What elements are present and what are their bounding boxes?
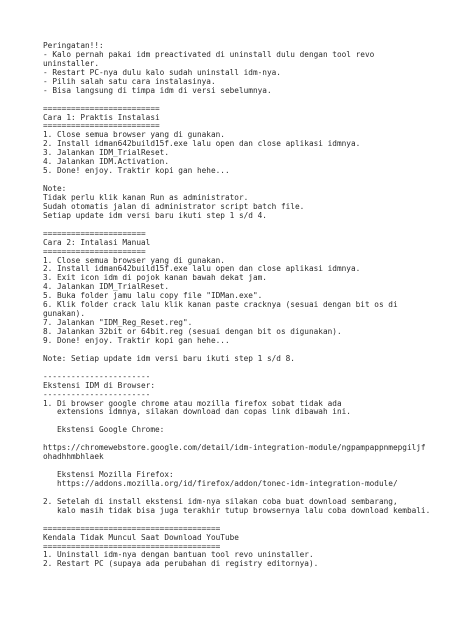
document-line: 2. Install idman642build15f.exe lalu open dan close aplikasi idmnya. xyxy=(43,264,361,274)
document-line: 1. Uninstall idm-nya dengan bantuan tool revo uninstaller. xyxy=(43,550,314,560)
document-line: ----------------------- xyxy=(43,389,151,399)
document-line: 5. Buka folder jamu lalu copy file "IDMan.exe". xyxy=(43,291,263,301)
document-line: ====================================== xyxy=(43,541,221,551)
document-text xyxy=(43,42,468,569)
document-line: ====================== xyxy=(43,228,146,238)
document-line: kalo masih tidak bisa juga terakhir tutup browsernya lalu coba download kembali. xyxy=(43,505,431,515)
document-line: Setiap update idm versi baru ikuti step 1 s/d 4. xyxy=(43,210,267,220)
document-line xyxy=(43,176,468,185)
document-line: Note: Setiap update idm versi baru ikuti step 1 s/d 8. xyxy=(43,353,295,363)
document-line: https://chromewebstore.google.com/detail/idm-integration-module/ngpampappnmepgiljf xyxy=(43,443,426,453)
document-line: 4. Jalankan IDM_TrialReset. xyxy=(43,282,169,292)
document-line: 3. Exit icon idm di pojok kanan bawah dekat jam. xyxy=(43,273,267,283)
document-line: ohadhhmbhlaek xyxy=(43,452,104,462)
document-line: gunakan). xyxy=(43,309,85,319)
document-line: ========================= xyxy=(43,121,160,131)
document-line: 6. Klik folder crack lalu klik kanan paste cracknya (sesuai dengan bit os di xyxy=(43,300,398,310)
document-line: ====================================== xyxy=(43,523,221,533)
document-line: - Restart PC-nya dulu kalo sudah uninstall idm-nya. xyxy=(43,67,281,77)
document-line: ====================== xyxy=(43,246,146,256)
document-line: 1. Close semua browser yang di gunakan. xyxy=(43,130,225,140)
document-line: - Pilih salah satu cara instalasinya. xyxy=(43,76,216,86)
document-line: Cara 1: Praktis Instalasi xyxy=(43,112,160,122)
document-line: 3. Jalankan IDM_TrialReset. xyxy=(43,148,169,158)
document-line: 7. Jalankan "IDM_Reg_Reset.reg". xyxy=(43,318,193,328)
document-line: Ekstensi Google Chrome: xyxy=(43,425,165,435)
document-line: Sudah otomatis jalan di administrator script batch file. xyxy=(43,201,305,211)
document-line: - Kalo pernah pakai idm preactivated di uninstall dulu dengan tool revo xyxy=(43,49,375,59)
document-line: uninstaller. xyxy=(43,58,99,68)
document-line: Ekstensi Mozilla Firefox: xyxy=(43,470,174,479)
document-line: 8. Jalankan 32bit or 64bit.reg (sesuai dengan bit os digunakan). xyxy=(43,327,342,336)
document-line: - Bisa langsung di timpa idm di versi sebelumnya. xyxy=(43,85,272,95)
document-line: Tidak perlu klik kanan Run as administrator. xyxy=(43,192,249,202)
document-line: 1. Di browser google chrome atau mozilla firefox sobat tidak ada xyxy=(43,398,342,408)
document-line: 5. Done! enjoy. Traktir kopi gan hehe... xyxy=(43,166,230,176)
document-line: ========================= xyxy=(43,103,160,113)
document-line: 2. Setelah di install ekstensi idm-nya silakan coba buat download sembarang, xyxy=(43,496,398,506)
document-line: Kendala Tidak Muncul Saat Download YouTube xyxy=(43,532,239,542)
document-line: 2. Restart PC (supaya ada perubahan di registry editornya). xyxy=(43,559,319,569)
document-line: 9. Done! enjoy. Traktir kopi gan hehe... xyxy=(43,335,230,345)
document-line: Peringatan!!: xyxy=(43,41,104,50)
document-line: Note: xyxy=(43,184,67,193)
document-line: Cara 2: Intalasi Manual xyxy=(43,237,151,247)
document-line: 4. Jalankan IDM.Activation. xyxy=(43,157,169,167)
document-line: ----------------------- xyxy=(43,371,151,381)
document-line: 2. Install idman642build15f.exe lalu open dan close aplikasi idmnya. xyxy=(43,139,361,149)
document-line: Ekstensi IDM di Browser: xyxy=(43,380,155,390)
document-line: extensions idmnya, silakan download dan copas link dibawah ini. xyxy=(43,407,351,417)
document-line: https://addons.mozilla.org/id/firefox/addon/tonec-idm-integration-module/ xyxy=(43,478,398,488)
document-line: 1. Close semua browser yang di gunakan. xyxy=(43,255,225,265)
